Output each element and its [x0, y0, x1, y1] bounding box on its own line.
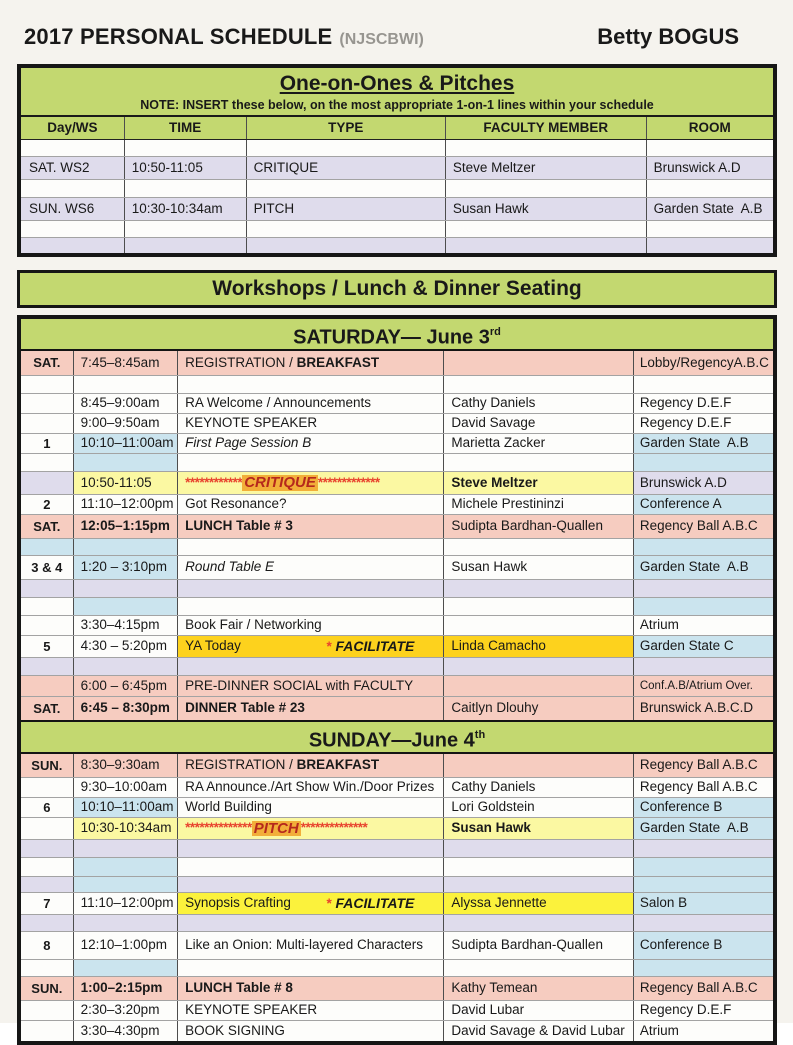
schedule-row	[21, 198, 773, 221]
sunday-banner	[21, 720, 773, 754]
cell-type	[247, 140, 446, 156]
cell-room	[634, 454, 773, 471]
schedule-row	[21, 858, 773, 877]
schedule-row	[21, 180, 773, 198]
cell-time: 10:10–11:00am	[74, 798, 179, 817]
cell-day: 7	[21, 893, 74, 914]
cell-faculty: Sudipta Bardhan-Quallen	[444, 932, 634, 959]
cell-type: BOOK SIGNING	[178, 1021, 444, 1041]
cell-faculty	[444, 580, 634, 597]
one-on-ones-column-headers	[21, 117, 773, 140]
cell-type	[178, 580, 444, 597]
cell-room: Regency Ball A.B.C	[634, 977, 773, 1000]
cell-type	[178, 960, 444, 976]
cell-type	[178, 877, 444, 892]
cell-day	[21, 658, 74, 675]
schedule-row	[21, 818, 773, 840]
cell-time: 10:30-10:34am	[125, 198, 247, 220]
cell-time: 1:20 – 3:10pm	[74, 556, 179, 579]
column-header-type: TYPE	[247, 117, 446, 139]
cell-type: KEYNOTE SPEAKER	[178, 1001, 444, 1020]
cell-type	[247, 221, 446, 237]
sunday-title: SUNDAY—June 4	[308, 729, 475, 752]
cell-room	[647, 221, 773, 237]
cell-day	[21, 877, 74, 892]
cell-time	[125, 238, 247, 253]
cell-time: 9:00–9:50am	[74, 414, 179, 433]
cell-time: 3:30–4:15pm	[74, 616, 179, 635]
saturday-title-sup: rd	[489, 326, 501, 338]
cell-day	[21, 840, 74, 857]
cell-faculty: Steve Meltzer	[446, 157, 647, 179]
cell-day	[21, 180, 125, 197]
cell-time: 1:00–2:15pm	[74, 977, 179, 1000]
cell-type: CRITIQUE	[247, 157, 446, 179]
one-on-ones-rows	[21, 140, 773, 253]
one-on-ones-note: NOTE: INSERT these below, on the most appropriate 1-on-1 lines within your schedule	[140, 98, 654, 112]
page-title-group	[24, 24, 424, 50]
cell-day: 2	[21, 495, 74, 514]
cell-time: 10:30-10:34am	[74, 818, 179, 839]
schedule-row	[21, 556, 773, 580]
cell-time	[74, 915, 179, 931]
cell-type	[178, 598, 444, 615]
schedule-row	[21, 778, 773, 798]
cell-room	[634, 376, 773, 393]
schedule-row	[21, 515, 773, 539]
cell-room	[634, 877, 773, 892]
cell-room: Regency Ball A.B.C	[634, 778, 773, 797]
cell-time: 10:50-11:05	[125, 157, 247, 179]
cell-day	[21, 676, 74, 696]
cell-time	[74, 858, 179, 876]
cell-room: Brunswick A.D	[634, 472, 773, 494]
cell-day	[21, 1001, 74, 1020]
cell-room	[634, 658, 773, 675]
cell-room: Regency D.E.F	[634, 394, 773, 413]
cell-faculty: Lori Goldstein	[444, 798, 634, 817]
cell-faculty	[444, 754, 634, 777]
schedule-row	[21, 376, 773, 394]
cell-type	[178, 658, 444, 675]
cell-faculty	[444, 915, 634, 931]
cell-time	[125, 140, 247, 156]
cell-type: DINNER Table # 23	[178, 697, 444, 720]
cell-room: Lobby/RegencyA.B.C	[634, 351, 773, 375]
cell-day	[21, 221, 125, 237]
cell-type	[247, 180, 446, 197]
cell-time	[74, 840, 179, 857]
cell-time: 6:00 – 6:45pm	[74, 676, 179, 696]
cell-room: Garden State A.B	[647, 198, 773, 220]
cell-type: Book Fair / Networking	[178, 616, 444, 635]
cell-faculty	[446, 180, 647, 197]
cell-time: 8:45–9:00am	[74, 394, 179, 413]
schedule-row	[21, 157, 773, 180]
cell-room	[634, 580, 773, 597]
column-header-day: Day/WS	[21, 117, 125, 139]
cell-type: LUNCH Table # 8	[178, 977, 444, 1000]
cell-faculty: Marietta Zacker	[444, 434, 634, 453]
cell-day	[21, 376, 74, 393]
saturday-banner	[21, 319, 773, 351]
schedule-row	[21, 932, 773, 960]
schedule-row	[21, 676, 773, 697]
cell-time: 11:10–12:00pm	[74, 893, 179, 914]
schedule-row	[21, 221, 773, 238]
cell-type	[247, 238, 446, 253]
schedule-row	[21, 454, 773, 472]
owner-name: Betty BOGUS	[597, 24, 739, 49]
cell-time: 7:45–8:45am	[74, 351, 179, 375]
sunday-rows	[21, 754, 773, 1041]
cell-time	[74, 539, 179, 555]
cell-day	[21, 580, 74, 597]
one-on-ones-table	[17, 64, 777, 257]
cell-type: ************ CRITIQUE *************	[178, 472, 444, 494]
cell-faculty	[444, 351, 634, 375]
schedule-row	[21, 616, 773, 636]
cell-faculty: Michele Prestininzi	[444, 495, 634, 514]
cell-room: Atrium	[634, 616, 773, 635]
schedule-row	[21, 1001, 773, 1021]
schedule-row	[21, 495, 773, 515]
cell-day: SUN. WS6	[21, 198, 125, 220]
cell-day: SUN.	[21, 977, 74, 1000]
cell-room: Garden State A.B	[634, 556, 773, 579]
cell-faculty: Susan Hawk	[444, 556, 634, 579]
cell-time: 10:50-11:05	[74, 472, 179, 494]
cell-time: 6:45 – 8:30pm	[74, 697, 179, 720]
cell-day	[21, 915, 74, 931]
cell-day	[21, 616, 74, 635]
schedule-row	[21, 798, 773, 818]
cell-day	[21, 472, 74, 494]
sunday-title-sup: th	[474, 729, 486, 741]
cell-time: 2:30–3:20pm	[74, 1001, 179, 1020]
cell-type: REGISTRATION / BREAKFAST	[178, 351, 444, 375]
schedule-row	[21, 697, 773, 720]
cell-room: Brunswick A.B.C.D	[634, 697, 773, 720]
cell-day	[21, 394, 74, 413]
cell-faculty	[444, 877, 634, 892]
cell-faculty	[446, 221, 647, 237]
cell-room	[634, 598, 773, 615]
cell-faculty: Kathy Temean	[444, 977, 634, 1000]
cell-faculty	[444, 376, 634, 393]
cell-time: 9:30–10:00am	[74, 778, 179, 797]
cell-type: REGISTRATION / BREAKFAST	[178, 754, 444, 777]
cell-day: 8	[21, 932, 74, 959]
saturday-rows	[21, 351, 773, 720]
cell-time	[74, 877, 179, 892]
cell-room	[634, 840, 773, 857]
cell-time	[74, 658, 179, 675]
schedule-row	[21, 238, 773, 253]
main-schedule-table	[17, 315, 777, 1045]
cell-faculty	[446, 140, 647, 156]
schedule-row	[21, 598, 773, 616]
schedule-row	[21, 1021, 773, 1041]
cell-day	[21, 818, 74, 839]
cell-type: YA Today * FACILITATE	[178, 636, 444, 657]
cell-faculty	[444, 658, 634, 675]
cell-type	[178, 454, 444, 471]
cell-faculty	[444, 960, 634, 976]
cell-time: 4:30 – 5:20pm	[74, 636, 179, 657]
cell-faculty: Caitlyn Dlouhy	[444, 697, 634, 720]
cell-type: RA Announce./Art Show Win./Door Prizes	[178, 778, 444, 797]
column-header-faculty: FACULTY MEMBER	[446, 117, 647, 139]
cell-type: ************** PITCH **************	[178, 818, 444, 839]
cell-day	[21, 960, 74, 976]
cell-room: Brunswick A.D	[647, 157, 773, 179]
cell-faculty	[446, 238, 647, 253]
one-on-ones-header	[21, 68, 773, 117]
cell-faculty	[444, 840, 634, 857]
cell-time	[125, 180, 247, 197]
cell-type: PITCH	[247, 198, 446, 220]
cell-time	[74, 376, 179, 393]
cell-room: Conf.A.B/Atrium Over.	[634, 676, 773, 696]
cell-type: Round Table E	[178, 556, 444, 579]
cell-type: KEYNOTE SPEAKER	[178, 414, 444, 433]
cell-day: 1	[21, 434, 74, 453]
cell-type: RA Welcome / Announcements	[178, 394, 444, 413]
cell-time	[74, 580, 179, 597]
cell-room	[634, 960, 773, 976]
schedule-row	[21, 636, 773, 658]
cell-type: PRE-DINNER SOCIAL with FACULTY	[178, 676, 444, 696]
cell-time: 3:30–4:30pm	[74, 1021, 179, 1041]
cell-faculty: Steve Meltzer	[444, 472, 634, 494]
page-title: 2017 PERSONAL SCHEDULE	[24, 24, 333, 49]
cell-time: 12:05–1:15pm	[74, 515, 179, 538]
cell-time: 10:10–11:00am	[74, 434, 179, 453]
cell-day	[21, 1021, 74, 1041]
schedule-row	[21, 960, 773, 977]
cell-room: Regency D.E.F	[634, 414, 773, 433]
saturday-title: SATURDAY— June 3	[293, 326, 490, 349]
cell-room: Atrium	[634, 1021, 773, 1041]
column-header-room: ROOM	[688, 119, 731, 135]
cell-faculty: Linda Camacho	[444, 636, 634, 657]
cell-faculty	[444, 676, 634, 696]
cell-faculty: David Savage	[444, 414, 634, 433]
schedule-row	[21, 434, 773, 454]
cell-room	[634, 915, 773, 931]
cell-time	[74, 598, 179, 615]
schedule-row	[21, 840, 773, 858]
cell-time: 11:10–12:00pm	[74, 495, 179, 514]
cell-day	[21, 238, 125, 253]
cell-faculty: David Savage & David Lubar	[444, 1021, 634, 1041]
cell-faculty	[444, 454, 634, 471]
schedule-row	[21, 977, 773, 1001]
cell-room	[647, 238, 773, 253]
cell-faculty: Sudipta Bardhan-Quallen	[444, 515, 634, 538]
cell-faculty	[444, 539, 634, 555]
cell-type	[178, 858, 444, 876]
schedule-row	[21, 472, 773, 495]
cell-day: SAT.	[21, 351, 74, 375]
cell-type: Synopsis Crafting * FACILITATE	[178, 893, 444, 914]
cell-faculty	[444, 858, 634, 876]
schedule-row	[21, 893, 773, 915]
cell-room: Conference B	[634, 932, 773, 959]
cell-type	[178, 915, 444, 931]
cell-room: Regency Ball A.B.C	[634, 754, 773, 777]
schedule-row	[21, 877, 773, 893]
cell-day: SAT. WS2	[21, 157, 125, 179]
cell-faculty	[444, 616, 634, 635]
cell-type	[178, 539, 444, 555]
cell-room	[647, 180, 773, 197]
cell-faculty: Susan Hawk	[446, 198, 647, 220]
page-subtitle: (NJSCBWI)	[339, 31, 424, 48]
schedule-row	[21, 351, 773, 376]
cell-faculty: Cathy Daniels	[444, 394, 634, 413]
cell-type	[178, 840, 444, 857]
cell-room: Conference A	[634, 495, 773, 514]
schedule-row	[21, 394, 773, 414]
cell-day	[21, 140, 125, 156]
column-header-time: TIME	[125, 117, 247, 139]
cell-day: 6	[21, 798, 74, 817]
schedule-row	[21, 754, 773, 778]
cell-day: 5	[21, 636, 74, 657]
cell-type: LUNCH Table # 3	[178, 515, 444, 538]
cell-type: First Page Session B	[178, 434, 444, 453]
schedule-row	[21, 658, 773, 676]
cell-faculty: David Lubar	[444, 1001, 634, 1020]
cell-day	[21, 858, 74, 876]
cell-type: World Building	[178, 798, 444, 817]
cell-time	[74, 960, 179, 976]
cell-time	[74, 454, 179, 471]
cell-room: Garden State A.B	[634, 818, 773, 839]
cell-room: Conference B	[634, 798, 773, 817]
schedule-row	[21, 580, 773, 598]
schedule-row	[21, 414, 773, 434]
cell-time: 8:30–9:30am	[74, 754, 179, 777]
page-header	[17, 24, 777, 50]
cell-room: Regency Ball A.B.C	[634, 515, 773, 538]
cell-day	[21, 598, 74, 615]
cell-room: Garden State A.B	[634, 434, 773, 453]
schedule-row	[21, 539, 773, 556]
cell-day	[21, 414, 74, 433]
cell-faculty	[444, 598, 634, 615]
cell-faculty: Alyssa Jennette	[444, 893, 634, 914]
cell-day	[21, 778, 74, 797]
cell-type: Got Resonance?	[178, 495, 444, 514]
cell-day: SUN.	[21, 754, 74, 777]
schedule-row	[21, 915, 773, 932]
cell-room: Regency D.E.F	[634, 1001, 773, 1020]
cell-day: 3 & 4	[21, 556, 74, 579]
cell-type: Like an Onion: Multi-layered Characters	[178, 932, 444, 959]
schedule-row	[21, 140, 773, 157]
cell-room: Garden State C	[634, 636, 773, 657]
one-on-ones-title: One-on-Ones & Pitches	[279, 72, 515, 95]
cell-room: Salon B	[634, 893, 773, 914]
workshops-banner: Workshops / Lunch & Dinner Seating	[17, 270, 777, 308]
cell-faculty: Susan Hawk	[444, 818, 634, 839]
cell-day	[21, 454, 74, 471]
cell-room	[634, 539, 773, 555]
cell-room	[634, 858, 773, 876]
cell-day: SAT.	[21, 515, 74, 538]
cell-faculty: Cathy Daniels	[444, 778, 634, 797]
cell-time	[125, 221, 247, 237]
cell-time: 12:10–1:00pm	[74, 932, 179, 959]
cell-room	[647, 140, 773, 156]
cell-day	[21, 539, 74, 555]
cell-type	[178, 376, 444, 393]
cell-day: SAT.	[21, 697, 74, 720]
